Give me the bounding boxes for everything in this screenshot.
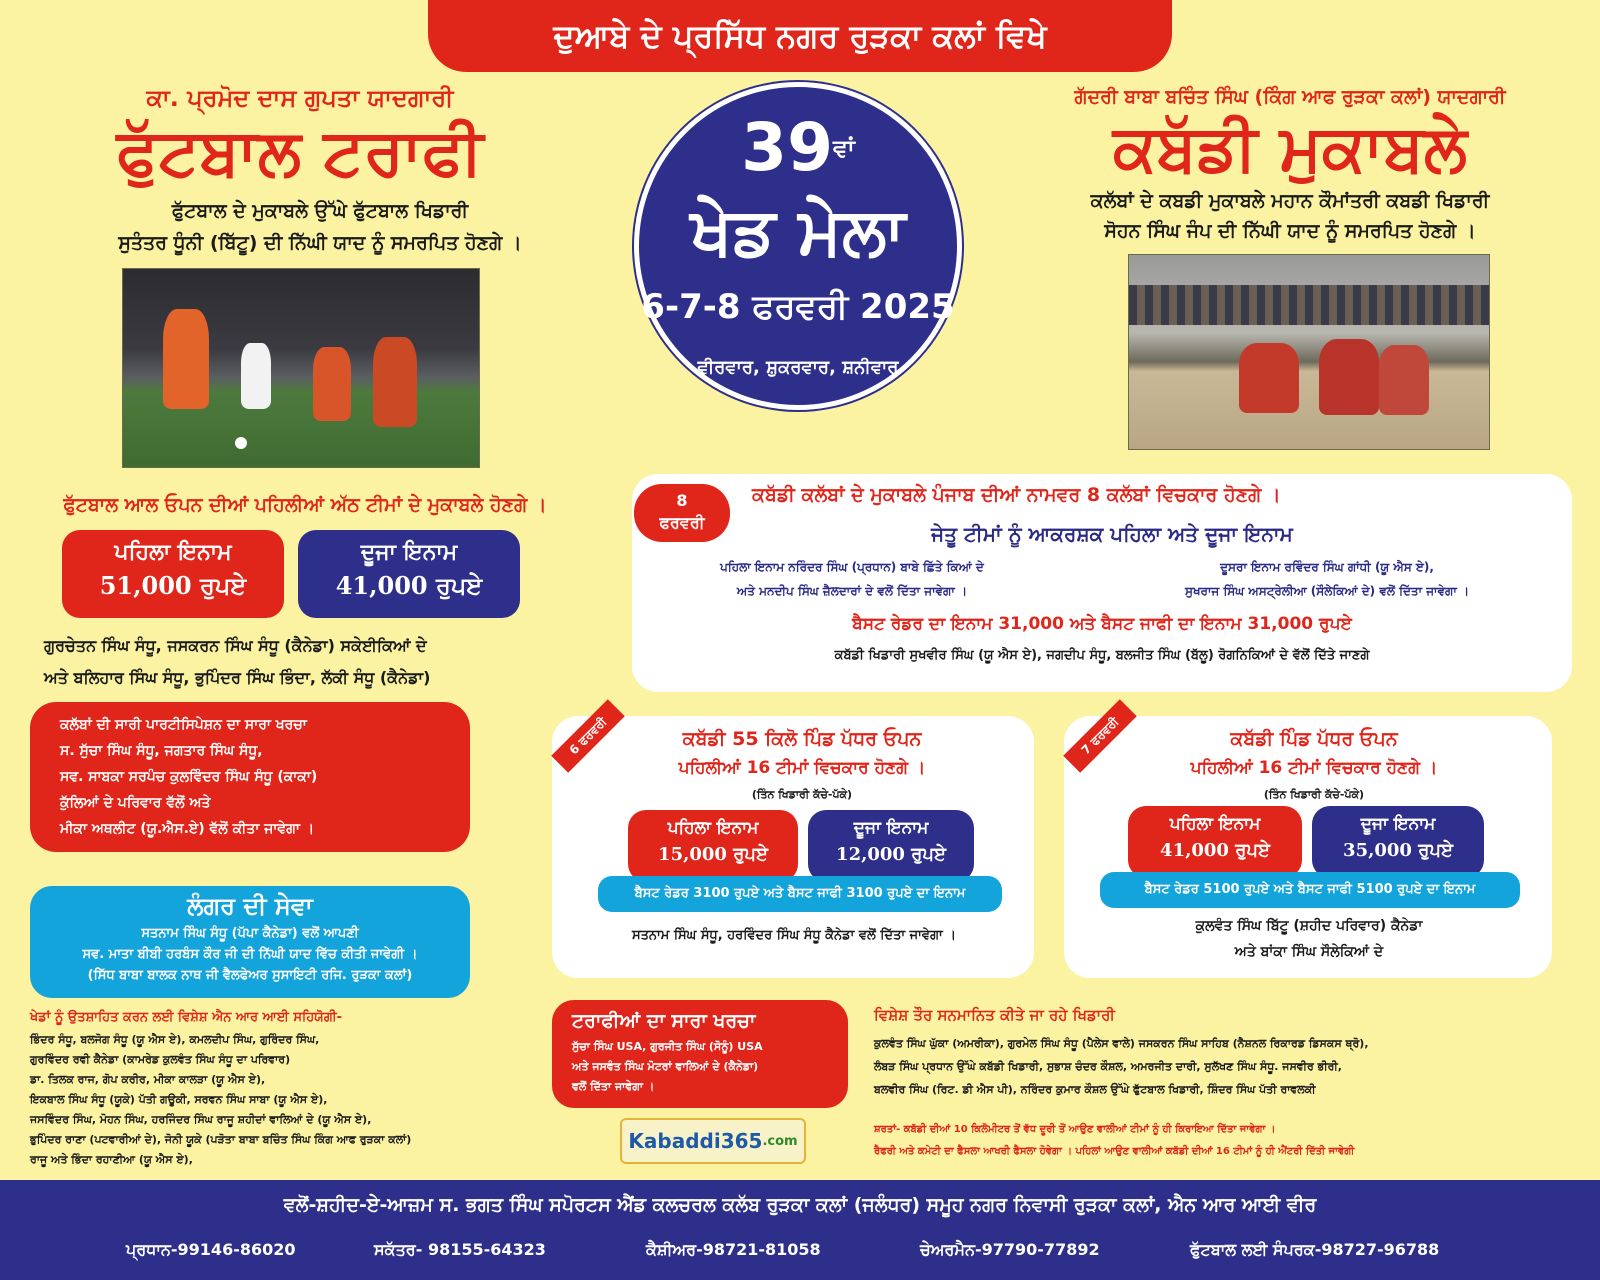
feb8-second-prize-2: ਸੁਖਰਾਜ ਸਿੰਘ ਅਸਟ੍ਰੇਲੀਆ (ਸੌਲੇਕਿਆਂ ਦੇ) ਵਲੋਂ ਦਿੱਤਾ ਜਾਵੇਗਾ । — [1184, 584, 1470, 598]
trophies-box — [552, 1000, 848, 1108]
tag-month: ਫਰਵਰੀ — [659, 513, 705, 532]
trophies-line: ਵਲੋਂ ਦਿੱਤਾ ਜਾਵੇਗਾ । — [572, 1080, 655, 1093]
footer-bar — [0, 1180, 1600, 1280]
langar-title: ਲੰਗਰ ਦੀ ਸੇਵਾ — [187, 892, 313, 920]
participation-line: ਸ. ਸੁੱਚਾ ਸਿੰਘ ਸੰਧੂ, ਜਗਤਾਰ ਸਿੰਘ ਸੰਧੂ, — [60, 743, 263, 759]
feb6-second-prize — [808, 810, 974, 882]
supporter-line: ਗੁਰਵਿੰਦਰ ਰਵੀ ਕੈਨੇਡਾ (ਕਾਮਰੇਡ ਕੁਲਵੰਤ ਸਿੰਘ ਸੰਧੂ ਦਾ ਪਰਿਵਾਰ) — [30, 1053, 291, 1066]
top-banner — [428, 0, 1172, 72]
kabaddi-desc-2: ਸੋਹਨ ਸਿੰਘ ਜੰਪ ਦੀ ਨਿੱਘੀ ਯਾਦ ਨੂੰ ਸਮਰਪਿਤ ਹੋਣਗੇ । — [1104, 220, 1476, 242]
feb7-title-2: ਪਹਿਲੀਆਂ 16 ਟੀਮਾਂ ਵਿਚਕਾਰ ਹੋਣਗੇ । — [1190, 758, 1438, 778]
feb6-best-awards: ਬੈਸਟ ਰੇਡਰ 3100 ਰੁਪਏ ਅਤੇ ਬੈਸਟ ਜਾਫੀ 3100 ਰੁਪਏ ਦਾ ਇਨਾਮ — [598, 876, 1002, 912]
feb7-by-1: ਕੁਲਵੰਤ ਸਿੰਘ ਬਿੱਟੂ (ਸ਼ਹੀਦ ਪਰਿਵਾਰ) ਕੈਨੇਡਾ — [1195, 918, 1423, 934]
feb8-first-prize-1: ਪਹਿਲਾ ਇਨਾਮ ਨਰਿੰਦਰ ਸਿੰਘ (ਪ੍ਰਧਾਨ) ਬਾਬੇ ਛਿੱਤੇ ਕਿਆਂ ਦੇ — [720, 560, 984, 574]
tag-day: 8 — [676, 491, 688, 510]
khed-mela-emblem — [634, 82, 962, 410]
feb8-date-tag — [634, 484, 730, 542]
kabaddi-desc-1: ਕਲੱਬਾਂ ਦੇ ਕਬਡੀ ਮੁਕਾਬਲੇ ਮਹਾਨ ਕੌਮਾਂਤਰੀ ਕਬਡੀ ਖਿਡਾਰੀ — [1090, 190, 1490, 212]
prize-value: 15,000 ਰੁਪਏ — [658, 844, 768, 865]
logo-brand: Kabaddi365 — [628, 1129, 763, 1153]
feb7-date-tag: 7 ਫਰਵਰੀ — [1063, 699, 1137, 773]
football-subtitle: ਕਾ. ਪ੍ਰਮੋਦ ਦਾਸ ਗੁਪਤਾ ਯਾਦਗਾਰੀ — [146, 84, 454, 112]
football-desc-2: ਸੁਤੰਤਰ ਧੂੰਨੀ (ਬਿੱਟੂ) ਦੀ ਨਿੱਘੀ ਯਾਦ ਨੂੰ ਸਮਰਪਿਤ ਹੋਣਗੇ । — [118, 232, 522, 254]
prize-value: 41,000 ਰੁਪਏ — [335, 571, 483, 600]
participation-line: ਸਵ. ਸਾਬਕਾ ਸਰਪੰਚ ਕੁਲਵਿੰਦਰ ਸਿੰਘ ਸੰਧੂ (ਕਾਕਾ) — [60, 769, 318, 785]
trophies-title: ਟਰਾਫੀਆਂ ਦਾ ਸਾਰਾ ਖਰਚਾ — [572, 1010, 756, 1032]
football-desc-1: ਫੁੱਟਬਾਲ ਦੇ ਮੁਕਾਬਲੇ ਉੱਘੇ ਫੁੱਟਬਾਲ ਖਿਡਾਰੀ — [171, 200, 469, 222]
supporter-line: ਭੁਪਿੰਦਰ ਰਾਣਾ (ਪਟਵਾਰੀਆਂ ਦੇ), ਜੋਨੀ ਯੂਕੇ (ਪੜੋਤਾ ਬਾਬਾ ਬਚਿੰਤ ਸਿੰਘ ਕਿੰਗ ਆਫ ਰੁੜਕਾ ਕਲਾਂ) — [30, 1133, 412, 1146]
supporter-line: ਭਿੰਦਰ ਸੰਧੂ, ਬਲਜੋਗ ਸੰਧੂ (ਯੂ ਐਸ ਏ), ਕਮਲਦੀਪ ਸਿੰਘ, ਗੁਰਿੰਦਰ ਸਿੰਘ, — [30, 1033, 320, 1046]
honored-line: ਲੰਬੜ ਸਿੰਘ ਪ੍ਰਧਾਨ ਉੱਘੇ ਕਬੱਡੀ ਖਿਡਾਰੀ, ਸੁਭਾਸ਼ ਚੰਦਰ ਕੌਸ਼ਲ, ਅਮਰਜੀਤ ਦਾਰੀ, ਸੁਲੱਖਣ ਸਿੰਘ ਸੰਧੂ. ਜਸਵੀਰ ਭੀਰੀ, — [874, 1060, 1342, 1073]
contact-football: ਫੁੱਟਬਾਲ ਲਈ ਸੰਪਰਕ-98727-96788 — [1190, 1240, 1440, 1259]
football-open-line: ਫੁੱਟਬਾਲ ਆਲ ਓਪਨ ਦੀਆਂ ਪਹਿਲੀਆਂ ਅੱਠ ਟੀਮਾਂ ਦੇ ਮੁਕਾਬਲੇ ਹੋਣਗੇ । — [63, 494, 547, 516]
feb7-first-prize — [1128, 806, 1302, 878]
feb7-title-1: ਕਬੱਡੀ ਪਿੰਡ ਪੱਧਰ ਓਪਨ — [1230, 728, 1398, 750]
feb8-best-awards: ਬੈਸਟ ਰੇਡਰ ਦਾ ਇਨਾਮ 31,000 ਅਤੇ ਬੈਸਟ ਜਾਫੀ ਦਾ ਇਨਾਮ 31,000 ਰੁਪਏ — [852, 614, 1352, 634]
honored-title: ਵਿਸ਼ੇਸ਼ ਤੌਰ ਸਨਮਾਨਿਤ ਕੀਤੇ ਜਾ ਰਹੇ ਖਿਡਾਰੀ — [874, 1006, 1115, 1024]
trophies-line: ਅਤੇ ਜਸਵੰਤ ਸਿੰਘ ਮੋਟਰਾਂ ਵਾਲਿਆਂ ਦੇ (ਕੈਨੇਡਾ) — [572, 1060, 759, 1073]
football-match-photo — [122, 268, 480, 468]
feb6-title-1: ਕਬੱਡੀ 55 ਕਿਲੋ ਪਿੰਡ ਪੱਧਰ ਓਪਨ — [682, 728, 922, 750]
honored-line: ਬਲਵੀਰ ਸਿੰਘ (ਰਿਟ. ਡੀ ਐਸ ਪੀ), ਨਰਿੰਦਰ ਕੁਮਾਰ ਕੌਸ਼ਲ ਉੱਘੇ ਫੁੱਟਬਾਲ ਖਿਡਾਰੀ, ਸ਼ਿੰਦਰ ਸਿੰਘ ਪੱਤੀ ਰਾਵਲਕੀ — [874, 1083, 1316, 1096]
supporter-line: ਇਕਬਾਲ ਸਿੰਘ ਸੰਧੂ (ਯੂਕੇ) ਪੱਤੀ ਗਊਕੀ, ਸਰਵਨ ਸਿੰਘ ਸਾਬਾ (ਯੂ ਐਸ ਏ), — [30, 1093, 328, 1106]
prize-label: ਪਹਿਲਾ ਇਨਾਮ — [667, 818, 759, 838]
feb6-date-tag: 6 ਫਰਵਰੀ — [551, 699, 625, 773]
trophies-line: ਸੁੱਚਾ ਸਿੰਘ USA, ਗੁਰਜੀਤ ਸਿੰਘ (ਸੋਨੂੰ) USA — [572, 1040, 763, 1053]
prize-value: 51,000 ਰੁਪਏ — [99, 571, 247, 600]
prize-label: ਦੂਜਾ ਇਨਾਮ — [853, 818, 929, 838]
feb8-headline: ਕਬੱਡੀ ਕਲੱਬਾਂ ਦੇ ਮੁਕਾਬਲੇ ਪੰਜਾਬ ਦੀਆਂ ਨਾਮਵਰ 8 ਕਲੱਬਾਂ ਵਿਚਕਾਰ ਹੋਣਗੇ । — [752, 484, 1281, 506]
contact-secretary: ਸਕੱਤਰ- 98155-64323 — [374, 1240, 546, 1259]
feb6-by: ਸਤਨਾਮ ਸਿੰਘ ਸੰਧੂ, ਹਰਵਿੰਦਰ ਸਿੰਘ ਸੰਧੂ ਕੈਨੇਡਾ ਵਲੋਂ ਦਿੱਤਾ ਜਾਵੇਗਾ । — [631, 928, 957, 943]
supporters-title: ਖੇਡਾਂ ਨੂੰ ਉਤਸ਼ਾਹਿਤ ਕਰਨ ਲਈ ਵਿਸ਼ੇਸ਼ ਐਨ ਆਰ ਆਈ ਸਹਿਯੋਗੀ- — [30, 1010, 343, 1025]
feb7-second-prize — [1312, 806, 1484, 878]
kabaddi365-logo — [620, 1118, 806, 1164]
langar-line: ਸਵ. ਮਾਤਾ ਬੀਬੀ ਹਰਬੰਸ ਕੌਰ ਜੀ ਦੀ ਨਿੱਘੀ ਯਾਦ ਵਿੱਚ ਕੀਤੀ ਜਾਵੇਗੀ । — [82, 947, 418, 962]
edition-value: 39 — [741, 109, 834, 186]
prize-label: ਦੂਜਾ ਇਨਾਮ — [360, 540, 458, 565]
football-sponsors-1: ਗੁਰਚੇਤਨ ਸਿੰਘ ਸੰਧੂ, ਜਸਕਰਨ ਸਿੰਘ ਸੰਧੂ (ਕੈਨੇਡਾ) ਸਕੇਈਕਿਆਂ ਦੇ — [44, 636, 427, 655]
participation-line: ਕੁੱਲਿਆਂ ਦੇ ਪਰਿਵਾਰ ਵੱਲੋਂ ਅਤੇ — [60, 795, 211, 811]
edition-number — [639, 109, 957, 186]
feb7-note: (ਤਿੰਨ ਖਿਡਾਰੀ ਕੱਚੇ-ਪੱਕੇ) — [1263, 788, 1365, 801]
feb6-kabaddi-box — [552, 716, 1034, 978]
supporter-line: ਡਾ. ਤਿਲਕ ਰਾਜ, ਗੋਪ ਕਰੀਰ, ਮੀਕਾ ਕਾਲੜਾ (ਯੂ ਐਸ ਏ), — [30, 1073, 266, 1086]
feb7-by-2: ਅਤੇ ਬਾਂਕਾ ਸਿੰਘ ਸੌਲੇਕਿਆਂ ਦੇ — [1234, 944, 1384, 960]
mela-dates: 6-7-8 ਫਰਵਰੀ 2025 — [641, 287, 955, 327]
prize-value: 35,000 ਰੁਪਏ — [1343, 840, 1453, 861]
langar-box — [30, 886, 470, 998]
prize-value: 12,000 ਰੁਪਏ — [836, 844, 946, 865]
logo-tld: .com — [762, 1133, 798, 1149]
feb7-best-awards: ਬੈਸਟ ਰੇਡਰ 5100 ਰੁਪਏ ਅਤੇ ਬੈਸਟ ਜਾਫੀ 5100 ਰੁਪਏ ਦਾ ਇਨਾਮ — [1100, 872, 1520, 908]
feb7-kabaddi-box — [1064, 716, 1552, 978]
terms-line-2: ਰੈਫਰੀ ਅਤੇ ਕਮੇਟੀ ਦਾ ਫੈਸਲਾ ਆਖਰੀ ਫੈਸਲਾ ਹੋਵੇਗਾ । ਪਹਿਲਾਂ ਆਉਣ ਵਾਲੀਆਂ ਕਬੱਡੀ ਦੀਆਂ 16 ਟੀਮਾਂ ਨੂੰ ਹੀ ਐਂਟਰੀ ਦਿੱਤੀ ਜਾਵੇਗੀ — [874, 1146, 1355, 1157]
prize-label: ਪਹਿਲਾ ਇਨਾਮ — [1169, 814, 1261, 834]
feb8-best-awards-by: ਕਬੱਡੀ ਖਿਡਾਰੀ ਸੁਖਵੀਰ ਸਿੰਘ (ਯੂ ਐਸ ਏ), ਜਗਦੀਪ ਸੰਧੂ, ਬਲਜੀਤ ਸਿੰਘ (ਬੱਲੂ) ਰੋਗਨਿਕਿਆਂ ਦੇ ਵੱਲੋਂ ਦਿੱਤੇ ਜਾਣਗੇ — [834, 648, 1370, 663]
contact-chairman: ਚੇਅਰਮੈਨ-97790-77892 — [920, 1240, 1100, 1259]
supporters-list — [30, 1030, 560, 1170]
feb8-sub: ਜੇਤੂ ਟੀਮਾਂ ਨੂੰ ਆਕਰਸ਼ਕ ਪਹਿਲਾ ਅਤੇ ਦੂਜਾ ਇਨਾਮ — [931, 522, 1293, 546]
mela-title: ਖੇਡ ਮੇਲਾ — [690, 193, 906, 270]
contact-president: ਪ੍ਰਧਾਨ-99146-86020 — [126, 1240, 296, 1259]
terms-line-1: ਸ਼ਰਤਾਂ- ਕਬੱਡੀ ਦੀਆਂ 10 ਕਿਲੋਮੀਟਰ ਤੋਂ ਵੱਧ ਦੂਰੀ ਤੋਂ ਆਉਣ ਵਾਲੀਆਂ ਟੀਮਾਂ ਨੂੰ ਹੀ ਕਿਰਾਇਆ ਦਿੱਤਾ ਜਾਵੇਗਾ । — [874, 1124, 1276, 1135]
prize-label: ਦੂਜਾ ਇਨਾਮ — [1360, 814, 1436, 834]
langar-line: (ਸਿੱਧ ਬਾਬਾ ਬਾਲਕ ਨਾਥ ਜੀ ਵੈਲਫੇਅਰ ਸੁਸਾਇਟੀ ਰਜਿ. ਰੁੜਕਾ ਕਲਾਂ) — [87, 968, 413, 983]
langar-line: ਸਤਨਾਮ ਸਿੰਘ ਸੰਧੂ (ਪੱਪਾ ਕੈਨੇਡਾ) ਵਲੋਂ ਆਪਣੀ — [141, 926, 359, 941]
prize-value: 41,000 ਰੁਪਏ — [1160, 840, 1270, 861]
participation-line: ਮੀਕਾ ਅਥਲੀਟ (ਯੂ.ਐਸ.ਏ) ਵੱਲੋਂ ਕੀਤਾ ਜਾਵੇਗਾ । — [60, 821, 315, 837]
feb6-title-2: ਪਹਿਲੀਆਂ 16 ਟੀਮਾਂ ਵਿਚਕਾਰ ਹੋਣਗੇ । — [678, 758, 926, 778]
footer-organizer: ਵਲੋਂ-ਸ਼ਹੀਦ-ਏ-ਆਜ਼ਮ ਸ. ਭਗਤ ਸਿੰਘ ਸਪੋਰਟਸ ਐਂਡ ਕਲਚਰਲ ਕਲੱਬ ਰੁੜਕਾ ਕਲਾਂ (ਜਲੰਧਰ) ਸਮੂਹ ਨਗਰ ਨਿਵਾਸੀ ਰੁੜਕਾ ਕਲਾਂ, ਐਨ ਆਰ ਆਈ ਵੀਰ — [283, 1194, 1317, 1216]
banner-text: ਦੁਆਬੇ ਦੇ ਪ੍ਰਸਿੱਧ ਨਗਰ ਰੁੜਕਾ ਕਲਾਂ ਵਿਖੇ — [553, 16, 1047, 55]
participation-line: ਕਲੱਬਾਂ ਦੀ ਸਾਰੀ ਪਾਰਟੀਸਿਪੇਸ਼ਨ ਦਾ ਸਾਰਾ ਖਰਚਾ — [60, 717, 307, 733]
feb6-note: (ਤਿੰਨ ਖਿਡਾਰੀ ਕੱਚੇ-ਪੱਕੇ) — [751, 788, 853, 801]
football-title: ਫੁੱਟਬਾਲ ਟਰਾਫੀ — [116, 116, 484, 190]
contact-cashier: ਕੈਸ਼ੀਅਰ-98721-81058 — [646, 1240, 821, 1259]
feb6-first-prize — [628, 810, 798, 882]
participation-box — [30, 702, 470, 852]
football-first-prize — [62, 530, 284, 618]
honored-list — [874, 1032, 1584, 1101]
supporter-line: ਜਸਵਿੰਦਰ ਸਿੰਘ, ਮੋਹਨ ਸਿੰਘ, ਹਰਜਿੰਦਰ ਸਿੰਘ ਰਾਜੂ ਸ਼ਹੀਦਾਂ ਵਾਲਿਆਂ ਦੇ (ਯੂ ਐਸ ਏ), — [30, 1113, 372, 1126]
kabaddi-title: ਕਬੱਡੀ ਮੁਕਾਬਲੇ — [1113, 112, 1467, 186]
feb8-kabaddi-box — [632, 474, 1572, 692]
prize-label: ਪਹਿਲਾ ਇਨਾਮ — [114, 540, 232, 565]
kabaddi-subtitle: ਗੱਦਰੀ ਬਾਬਾ ਬਚਿੰਤ ਸਿੰਘ (ਕਿੰਗ ਆਫ ਰੁੜਕਾ ਕਲਾਂ) ਯਾਦਗਾਰੀ — [1074, 86, 1506, 108]
football-sponsors-2: ਅਤੇ ਬਲਿਹਾਰ ਸਿੰਘ ਸੰਧੂ, ਭੁਪਿੰਦਰ ਸਿੰਘ ਭਿੰਦਾ, ਲੱਕੀ ਸੰਧੂ (ਕੈਨੇਡਾ) — [44, 668, 431, 687]
feb8-first-prize-2: ਅਤੇ ਮਨਦੀਪ ਸਿੰਘ ਜ਼ੈਲਦਾਰਾਂ ਦੇ ਵਲੋਂ ਦਿੱਤਾ ਜਾਵੇਗਾ । — [736, 584, 968, 598]
football-second-prize — [298, 530, 520, 618]
edition-suffix: ਵਾਂ — [833, 134, 855, 162]
honored-line: ਕੁਲਵੰਤ ਸਿੰਘ ਘੁੱਕਾ (ਅਮਰੀਕਾ), ਗੁਰਮੇਲ ਸਿੰਘ ਸੰਧੂ (ਪੈਲੇਸ ਵਾਲੇ) ਜਸਕਰਨ ਸਿੰਘ ਸਾਹਿਬ (ਨੈਸ਼ਨਲ ਰਿਕਾਰਡ ਡਿਸਕਸ ਥ੍ਰੋ), — [874, 1037, 1369, 1050]
kabaddi-match-photo — [1128, 254, 1490, 450]
feb8-second-prize-1: ਦੂਸਰਾ ਇਨਾਮ ਰਵਿੰਦਰ ਸਿੰਘ ਗਾਂਧੀ (ਯੂ ਐਸ ਏ), — [1220, 560, 1434, 574]
supporter-line: ਰਾਜੂ ਅਤੇ ਭਿੰਦਾ ਰਹਾਣੀਆ (ਯੂ ਐਸ ਏ), — [30, 1153, 193, 1166]
mela-days: ਵੀਰਵਾਰ, ਸ਼ੁਕਰਵਾਰ, ਸ਼ਨੀਵਾਰ — [697, 357, 899, 378]
